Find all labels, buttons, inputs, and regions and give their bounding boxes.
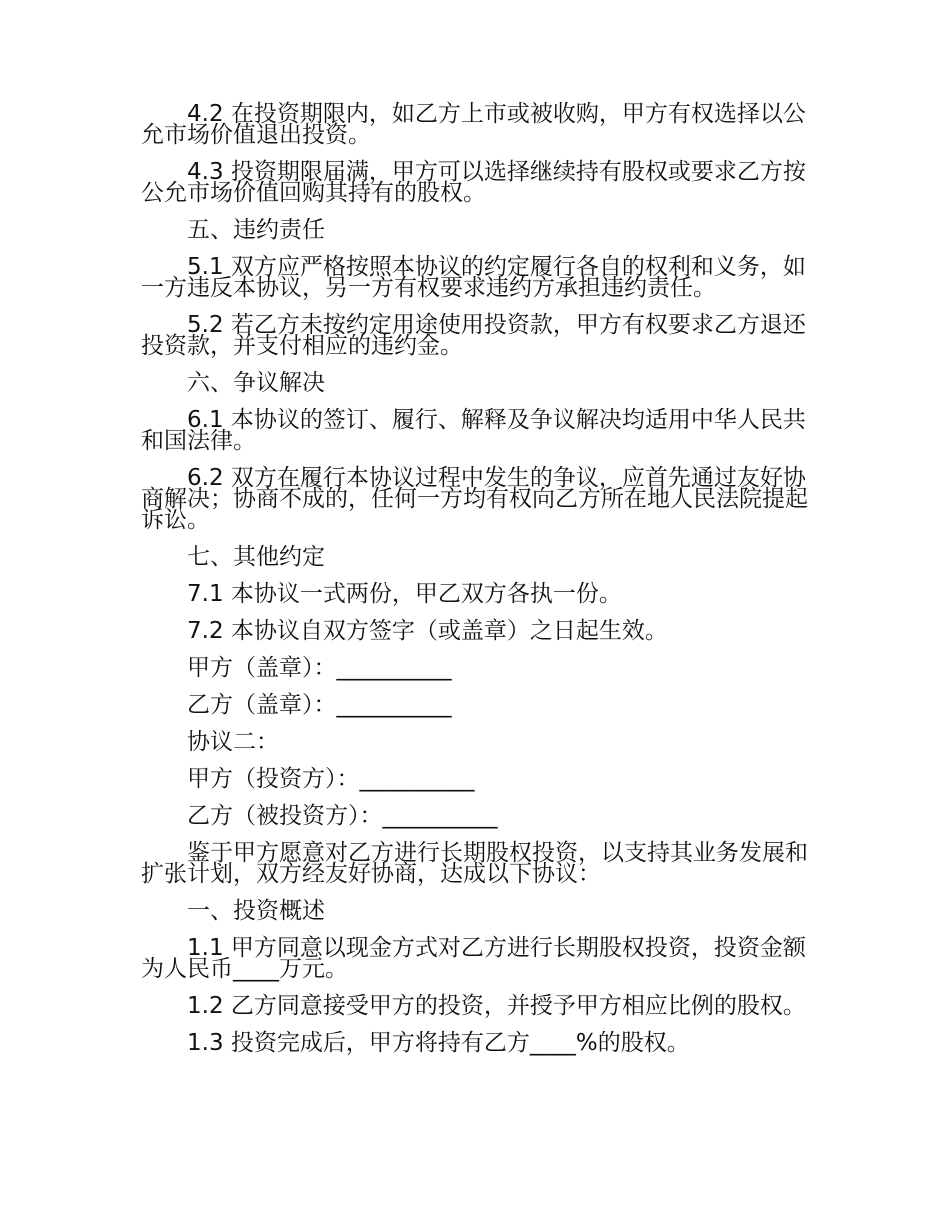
section-heading-1: 一、投资概述 [187,898,325,924]
clause-1-2: 1.2 乙方同意接受甲方的投资，并授予甲方相应比例的股权。 [187,993,806,1019]
party-b-investee-line: 乙方（被投资方）：__________ [187,803,498,829]
clause-1-3: 1.3 投资完成后，甲方将持有乙方____%的股权。 [187,1030,690,1056]
document-body [141,101,811,1056]
preamble: 鉴于甲方愿意对乙方进行长期股权投资，以支持其业务发展和扩张计划，双方经友好协商，达成以下协议： [141,840,808,887]
clause-6-2: 6.2 双方在履行本协议过程中发生的争议，应首先通过友好协商解决；协商不成的，任何一方均有权向乙方所在地人民法院提起诉讼。 [141,465,808,533]
clause-4-3: 4.3 投资期限届满，甲方可以选择继续持有股权或要求乙方按公允市场价值回购其持有的股权。 [141,159,806,206]
clause-7-2: 7.2 本协议自双方签字（或盖章）之日起生效。 [187,618,668,644]
party-b-seal-line: 乙方（盖章）：__________ [187,692,452,718]
clause-4-2: 4.2 在投资期限内，如乙方上市或被收购，甲方有权选择以公允市场价值退出投资。 [141,101,806,148]
clause-1-1: 1.1 甲方同意以现金方式对乙方进行长期股权投资，投资金额为人民币____万元。 [141,935,806,982]
agreement-two-title: 协议二： [187,729,279,755]
party-a-seal-line: 甲方（盖章）：__________ [187,655,452,681]
clause-5-2: 5.2 若乙方未按约定用途使用投资款，甲方有权要求乙方退还投资款，并支付相应的违约金。 [141,312,806,359]
party-a-investor-line: 甲方（投资方）：__________ [187,766,475,792]
clause-5-1: 5.1 双方应严格按照本协议的约定履行各自的权利和义务，如一方违反本协议，另一方有权要求违约方承担违约责任。 [141,254,806,301]
section-heading-6: 六、争议解决 [187,370,325,396]
clause-7-1: 7.1 本协议一式两份，甲乙双方各执一份。 [187,581,622,607]
section-heading-5: 五、违约责任 [187,217,325,243]
clause-6-1: 6.1 本协议的签订、履行、解释及争议解决均适用中华人民共和国法律。 [141,407,806,454]
section-heading-7: 七、其他约定 [187,544,325,570]
